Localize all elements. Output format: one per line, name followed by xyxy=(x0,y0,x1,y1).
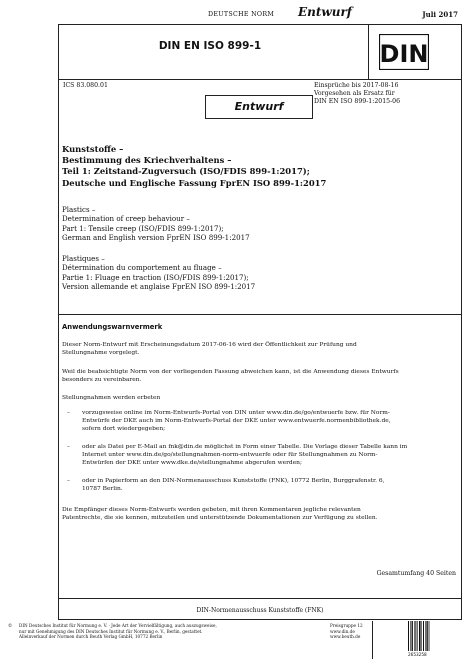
top-header xyxy=(208,6,458,22)
divider xyxy=(59,598,461,599)
title-en-line: Plastics – xyxy=(62,205,96,214)
paragraph-line: Patentrechte, die sie kennen, mitzuteilen und unterstützende Dokumentationen zur Verfügung zu stellen. xyxy=(62,514,378,521)
title-de-line: Deutsche und Englische Fassung FprEN ISO 899-1:2017 xyxy=(62,177,327,188)
title-german xyxy=(62,144,462,189)
price-info xyxy=(330,623,363,640)
replaced-standard: DIN EN ISO 899-1:2015-06 xyxy=(314,98,401,106)
list-line: oder in Papierform an den DIN-Normenausschuss Kunststoffe (FNK), 10772 Berlin, Burggrafenstr. 6, xyxy=(82,478,385,484)
din-website-link[interactable]: www.din.de xyxy=(330,628,355,634)
copyright-notice xyxy=(19,623,309,640)
title-de-line: Teil 1: Zeitstand-Zugversuch (ISO/FDIS 899-1:2017); xyxy=(62,166,310,177)
list-line: Entwürfe der DKE auch im Norm-Entwurfs-Portal der DKE unter www.entwuerfe.normenbibliothek.de, xyxy=(82,417,391,424)
title-fr-line: Plastiques – xyxy=(62,254,105,263)
paragraph-line: Stellungnahme vorgelegt. xyxy=(62,349,140,356)
draft-label: Entwurf xyxy=(205,95,313,119)
list-line: 10787 Berlin. xyxy=(82,485,123,492)
copyright-symbol: © xyxy=(8,623,13,628)
footer-line: DIN Deutsches Institut für Normung e. V. · Jede Art der Vervielfältigung, auch auszugsweise, xyxy=(19,623,217,628)
list-item xyxy=(82,444,456,468)
footer-line: Alleinverkauf der Normen durch Beuth Verlag GmbH, 10772 Berlin xyxy=(19,634,163,640)
paragraph-line: besonders zu vereinbaren. xyxy=(62,376,142,383)
warning-paragraph xyxy=(62,369,456,385)
list-bullet: – xyxy=(67,478,70,484)
standard-type: DEUTSCHE NORM xyxy=(208,11,275,18)
title-en-line: Determination of creep behaviour – xyxy=(62,214,190,224)
comments-intro: Stellungnahmen werden erbeten xyxy=(62,395,161,401)
list-line: sofern dort wiedergegeben; xyxy=(82,425,166,432)
list-item xyxy=(82,478,456,494)
price-group: Preisgruppe 12 xyxy=(330,623,363,628)
title-de-line: Kunststoffe – xyxy=(62,144,124,154)
footer-divider xyxy=(372,621,373,659)
warning-heading: Anwendungswarnvermerk xyxy=(62,323,163,331)
publication-date: Juli 2017 xyxy=(422,10,458,19)
title-fr-line: Partie 1: Fluage en traction (ISO/FDIS 899-1:2017); xyxy=(62,272,249,282)
title-en-line: Part 1: Tensile creep (ISO/FDIS 899-1:2017); xyxy=(62,223,224,233)
beuth-website-link[interactable]: www.beuth.de xyxy=(330,634,361,640)
paragraph-line: Dieser Norm-Entwurf mit Erscheinungsdatum 2017-06-16 wird der Öffentlichkeit zur Prüfung und xyxy=(62,342,357,348)
title-fr-line: Détermination du comportement au fluage – xyxy=(62,263,222,273)
list-line: oder als Datei per E-Mail an fnk@din.de möglichst in Form einer Tabelle. Die Vorlage dieser Tabelle kann im xyxy=(82,444,408,450)
paragraph-line: Die Empfänger dieses Norm-Entwurfs werden gebeten, mit ihren Kommentaren jegliche relevanten xyxy=(62,507,361,513)
title-de-line: Bestimmung des Kriechverhaltens – xyxy=(62,155,232,166)
title-en-line: German and English version FprEN ISO 899-1:2017 xyxy=(62,233,250,243)
patent-paragraph xyxy=(62,507,456,523)
paragraph-line: Weil die beabsichtigte Norm von der vorliegenden Fassung abweichen kann, ist die Anwendung dieses Entwurfs xyxy=(62,369,399,375)
title-english xyxy=(62,205,462,243)
din-logo-text: DIN xyxy=(379,40,429,68)
title-fr-line: Version allemande et anglaise FprEN ISO 899-1:2017 xyxy=(62,282,256,292)
document-frame xyxy=(58,24,462,620)
divider xyxy=(59,314,461,315)
order-number: 2653258 xyxy=(408,652,427,657)
list-item xyxy=(82,410,456,434)
warning-paragraph xyxy=(62,342,456,358)
committee-name: DIN-Normenausschuss Kunststoffe (FNK) xyxy=(196,607,324,614)
list-bullet: – xyxy=(67,444,70,450)
total-pages: Gesamtumfang 40 Seiten xyxy=(376,570,456,577)
header-divider xyxy=(368,25,369,79)
objection-deadline: Einsprüche bis 2017-08-16 xyxy=(314,82,399,89)
title-french xyxy=(62,254,462,292)
din-logo-icon xyxy=(379,34,429,70)
replacement-note: Vorgesehen als Ersatz für xyxy=(314,90,395,98)
divider xyxy=(59,79,461,80)
status-label: Entwurf xyxy=(298,5,352,19)
footer-line: nur mit Genehmigung des DIN Deutsches Institut für Normung e. V., Berlin, gestattet. xyxy=(19,628,203,634)
objection-info xyxy=(314,82,400,106)
ics-code: ICS 83.080.01 xyxy=(63,82,108,89)
barcode-icon xyxy=(408,621,430,651)
list-line: vorzugsweise online im Norm-Entwurfs-Portal von DIN unter www.din.de/go/entwuerfe bzw. für Norm- xyxy=(82,410,390,416)
standard-number: DIN EN ISO 899-1 xyxy=(158,40,262,52)
list-line: Entwürfen der DKE unter www.dke.de/stellungnahme abgerufen werden; xyxy=(82,459,302,466)
list-bullet: – xyxy=(67,410,70,416)
list-line: Internet unter www.din.de/go/stellungnahmen-norm-entwuerfe oder für Stellungnahmen zu Norm- xyxy=(82,451,378,458)
